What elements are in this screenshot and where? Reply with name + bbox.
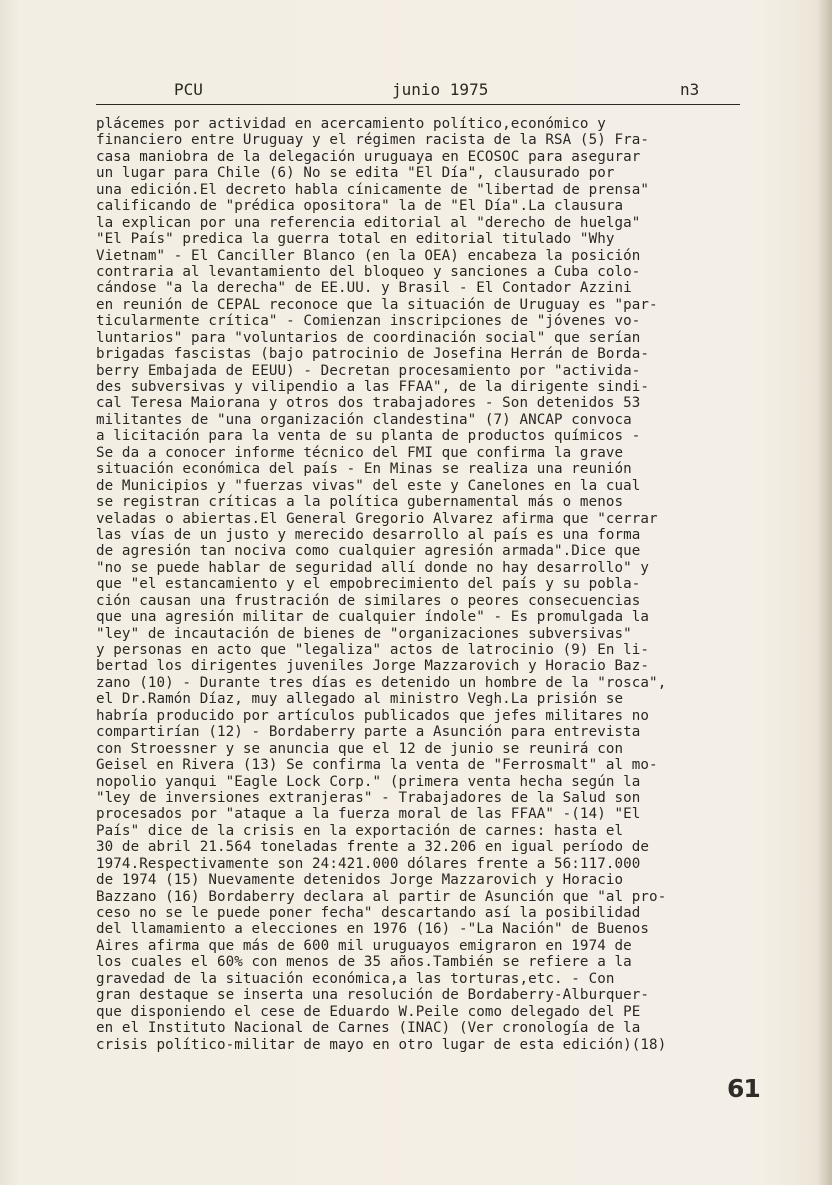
text-line: que "el estancamiento y el empobrecimiento del país y su pobla- bbox=[96, 576, 641, 593]
text-line: ticularmente crítica" - Comienzan inscripciones de "jóvenes vo- bbox=[96, 313, 641, 330]
text-line: cal Teresa Maiorana y otros dos trabajadores - Son detenidos 53 bbox=[96, 395, 641, 412]
text-line: calificando de "prédica opositora" la de "El Día".La clausura bbox=[96, 198, 624, 215]
text-line: se registran críticas a la política gubernamental más o menos bbox=[96, 494, 624, 511]
text-line: "ley" de incautación de bienes de "organizaciones subversivas" bbox=[96, 625, 632, 642]
text-line: País" dice de la crisis en la exportación de carnes: hasta el bbox=[96, 822, 624, 839]
text-line: los cuales el 60% con menos de 35 años.También se refiere a la bbox=[96, 954, 632, 971]
text-line: contraria al levantamiento del bloqueo y sanciones a Cuba colo- bbox=[96, 263, 641, 280]
text-line: casa maniobra de la delegación uruguaya en ECOSOC para asegurar bbox=[96, 148, 641, 165]
text-line: bertad los dirigentes juveniles Jorge Mazzarovich y Horacio Baz- bbox=[96, 658, 650, 675]
text-line: luntarios" para "voluntarios de coordinación social" que serían bbox=[96, 329, 641, 346]
text-line: compartirían (12) - Bordaberry parte a Asunción para entrevista bbox=[96, 724, 641, 741]
text-line: en reunión de CEPAL reconoce que la situación de Uruguay es "par- bbox=[96, 296, 658, 313]
text-line: brigadas fascistas (bajo patrocinio de Josefina Herrán de Borda- bbox=[96, 346, 650, 363]
text-line: de agresión tan nociva como cualquier agresión armada".Dice que bbox=[96, 543, 641, 560]
text-line: Geisel en Rivera (13) Se confirma la venta de "Ferrosmalt" al mo- bbox=[96, 757, 658, 774]
text-line: Bazzano (16) Bordaberry declara al partir de Asunción que "al pro- bbox=[96, 888, 667, 905]
text-line: las vías de un justo y merecido desarrollo al país es una forma bbox=[96, 526, 641, 543]
text-line: plácemes por actividad en acercamiento político,económico y bbox=[96, 116, 606, 132]
text-line: "El País" predica la guerra total en editorial titulado "Why bbox=[96, 231, 615, 248]
text-line: 1974.Respectivamente son 24:421.000 dólares frente a 56:117.000 bbox=[96, 855, 641, 872]
text-line: y personas en acto que "legaliza" actos de latrocinio (9) En li- bbox=[96, 642, 650, 658]
text-line: de Municipios y "fuerzas vivas" del este y Canelones en la cual bbox=[96, 477, 641, 494]
text-line: financiero entre Uruguay y el régimen racista de la RSA (5) Fra- bbox=[96, 132, 650, 149]
text-line: berry Embajada de EEUU) - Decretan procesamiento por "activida- bbox=[96, 362, 641, 379]
text-line: una edición.El decreto habla cínicamente de "libertad de prensa" bbox=[96, 181, 650, 198]
text-line: de 1974 (15) Nuevamente detenidos Jorge Mazzarovich y Horacio bbox=[96, 872, 624, 889]
text-line: procesados por "ataque a la fuerza moral de las FFAA" -(14) "El bbox=[96, 806, 641, 823]
text-line: 30 de abril 21.564 toneladas frente a 32.206 en igual período de bbox=[96, 839, 650, 856]
header-issue-number: n3 bbox=[680, 80, 700, 99]
header-publication: PCU bbox=[174, 80, 203, 99]
text-line: militantes de "una organización clandestina" (7) ANCAP convoca bbox=[96, 411, 632, 428]
text-line: que una agresión militar de cualquier índole" - Es promulgada la bbox=[96, 609, 650, 626]
text-line: situación económica del país - En Minas se realiza una reunión bbox=[96, 461, 632, 478]
text-line: gravedad de la situación económica,a las torturas,etc. - Con bbox=[96, 970, 615, 987]
text-line: cándose "a la derecha" de EE.UU. y Brasil - El Contador Azzini bbox=[96, 280, 632, 297]
text-line: Aires afirma que más de 600 mil uruguayos emigraron en 1974 de bbox=[96, 937, 632, 954]
text-line: a licitación para la venta de su planta de productos químicos - bbox=[96, 428, 641, 445]
text-line: crisis político-militar de mayo en otro lugar de esta edición)(18) bbox=[96, 1036, 667, 1053]
text-line: el Dr.Ramón Díaz, muy allegado al ministro Vegh.La prisión se bbox=[96, 691, 624, 708]
page-number: 61 bbox=[727, 1074, 760, 1103]
header-date: junio 1975 bbox=[392, 80, 489, 99]
text-line: un lugar para Chile (6) No se edita "El Día", clausurado por bbox=[96, 165, 615, 182]
text-line: ción causan una frustración de similares o peores consecuencias bbox=[96, 592, 641, 609]
body-text bbox=[96, 116, 786, 1053]
text-line: la explican por una referencia editorial al "derecho de huelga" bbox=[96, 214, 641, 231]
text-line: Se da a conocer informe técnico del FMI que confirma la grave bbox=[96, 444, 624, 461]
text-line: ceso no se le puede poner fecha" descartando así la posibilidad bbox=[96, 905, 641, 921]
text-line: Vietnam" - El Canciller Blanco (en la OEA) encabeza la posición bbox=[96, 247, 641, 264]
text-line: gran destaque se inserta una resolución de Bordaberry-Alburquer- bbox=[96, 987, 650, 1004]
text-line: del llamamiento a elecciones en 1976 (16) -"La Nación" de Buenos bbox=[96, 921, 650, 938]
text-line: con Stroessner y se anuncia que el 12 de junio se reunirá con bbox=[96, 740, 624, 757]
text-line: zano (10) - Durante tres días es detenido un hombre de la "rosca", bbox=[96, 674, 667, 691]
page-edge-shadow bbox=[818, 0, 832, 1185]
text-line: que disponiendo el cese de Eduardo W.Peile como delegado del PE bbox=[96, 1003, 641, 1020]
text-line: "no se puede hablar de seguridad allí donde no hay desarrollo" y bbox=[96, 559, 650, 576]
text-line: habría producido por artículos publicados que jefes militares no bbox=[96, 707, 650, 724]
text-line: "ley de inversiones extranjeras" - Trabajadores de la Salud son bbox=[96, 789, 641, 806]
text-line: des subversivas y vilipendio a las FFAA", de la dirigente sindi- bbox=[96, 379, 650, 395]
text-line: en el Instituto Nacional de Carnes (INAC) (Ver cronología de la bbox=[96, 1020, 641, 1037]
page-header bbox=[96, 78, 740, 105]
text-line: nopolio yanqui "Eagle Lock Corp." (primera venta hecha según la bbox=[96, 773, 641, 790]
text-line: veladas o abiertas.El General Gregorio Alvarez afirma que "cerrar bbox=[96, 510, 658, 527]
